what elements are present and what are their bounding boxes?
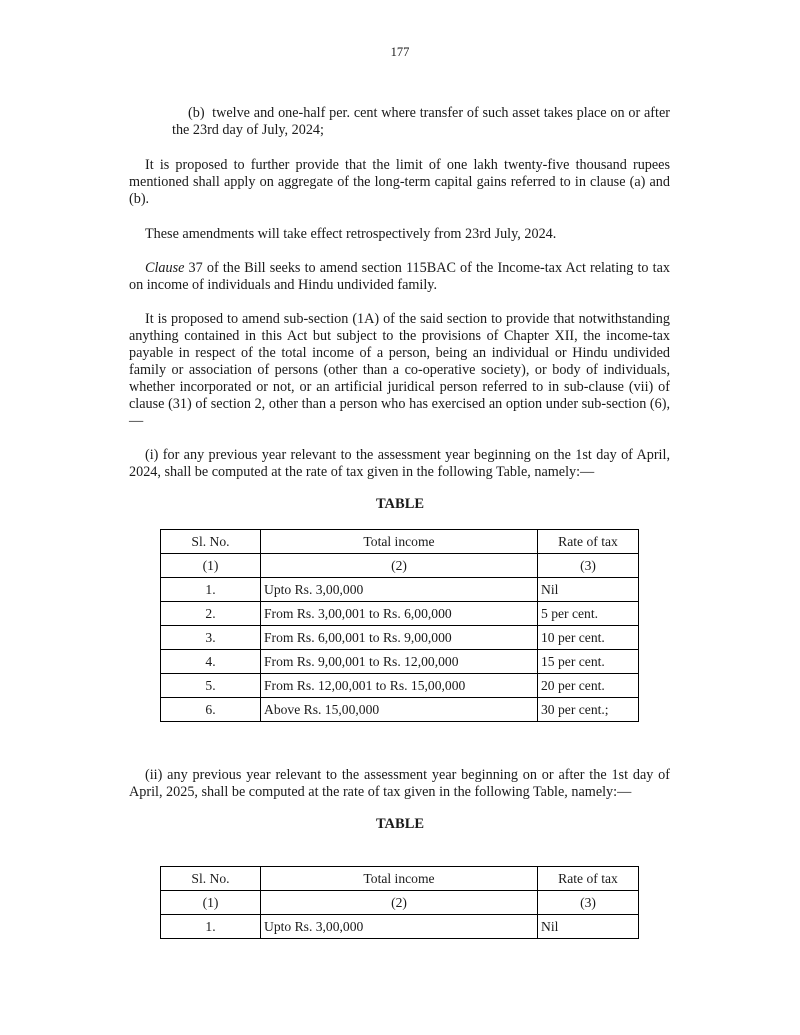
table-row <box>161 698 639 722</box>
table-row <box>161 650 639 674</box>
sl-no-cell: 1. <box>161 915 261 939</box>
total-income-cell: Upto Rs. 3,00,000 <box>261 578 538 602</box>
sl-no-cell: 5. <box>161 674 261 698</box>
sl-no-cell: 6. <box>161 698 261 722</box>
sub-section-1a-paragraph: It is proposed to amend sub-section (1A) of the said section to provide that notwithstanding anything contained in this Act but subject to the provisions of Chapter XII, the income-tax payable in respect of the total income of a person, being an individual or Hindu undivided family or association of persons (other than a co-operative society), or body of individuals, whether incorporated or not, or an artificial juridical person referred to in sub-clause (vii) of clause (31) of section 2, other than a person who has exercised an option under sub-section (6),— <box>129 311 670 429</box>
column-number: (2) <box>261 554 538 578</box>
table-header-row <box>161 530 639 554</box>
rate-of-tax-header: Rate of tax <box>538 867 639 891</box>
table-row <box>161 915 639 939</box>
rate-of-tax-cell: 30 per cent.; <box>538 698 639 722</box>
clause-b-paragraph: (b) twelve and one-half per. cent where transfer of such asset takes place on or after the 23rd day of July, 2024; <box>172 105 670 138</box>
table-row <box>161 626 639 650</box>
sl-no-cell: 1. <box>161 578 261 602</box>
total-income-header: Total income <box>261 530 538 554</box>
column-number: (1) <box>161 554 261 578</box>
total-income-header: Total income <box>261 867 538 891</box>
effect-paragraph: These amendments will take effect retrospectively from 23rd July, 2024. <box>145 226 557 242</box>
rate-of-tax-cell: 10 per cent. <box>538 626 639 650</box>
rate-of-tax-header: Rate of tax <box>538 530 639 554</box>
sl-no-cell: 2. <box>161 602 261 626</box>
total-income-cell: Above Rs. 15,00,000 <box>261 698 538 722</box>
tax-table-2 <box>160 866 639 939</box>
table-header-row <box>161 867 639 891</box>
total-income-cell: From Rs. 9,00,001 to Rs. 12,00,000 <box>261 650 538 674</box>
table-1-title: TABLE <box>375 496 425 512</box>
column-number-row <box>161 554 639 578</box>
rate-of-tax-cell: Nil <box>538 915 639 939</box>
sl-no-cell: 4. <box>161 650 261 674</box>
rate-of-tax-cell: 20 per cent. <box>538 674 639 698</box>
total-income-cell: From Rs. 3,00,001 to Rs. 6,00,000 <box>261 602 538 626</box>
total-income-cell: From Rs. 6,00,001 to Rs. 9,00,000 <box>261 626 538 650</box>
rate-of-tax-cell: Nil <box>538 578 639 602</box>
total-income-cell: Upto Rs. 3,00,000 <box>261 915 538 939</box>
table-2-title: TABLE <box>375 816 425 832</box>
sl-no-header: Sl. No. <box>161 530 261 554</box>
table-row <box>161 578 639 602</box>
column-number: (1) <box>161 891 261 915</box>
table-row <box>161 602 639 626</box>
rate-of-tax-cell: 5 per cent. <box>538 602 639 626</box>
sl-no-cell: 3. <box>161 626 261 650</box>
clause-ii-paragraph: (ii) any previous year relevant to the assessment year beginning on or after the 1st day of April, 2025, shall be computed at the rate of tax given in the following Table, namely:— <box>129 767 670 800</box>
tax-table-1 <box>160 529 639 722</box>
table-row <box>161 674 639 698</box>
limit-paragraph: It is proposed to further provide that the limit of one lakh twenty-five thousand rupees mentioned shall apply on aggregate of the long-term capital gains referred to in clause (a) and (b). <box>129 157 670 207</box>
clause-italic: Clause <box>145 260 185 276</box>
page-number: 177 <box>390 45 410 59</box>
rate-of-tax-cell: 15 per cent. <box>538 650 639 674</box>
total-income-cell: From Rs. 12,00,001 to Rs. 15,00,000 <box>261 674 538 698</box>
clause-i-paragraph: (i) for any previous year relevant to the assessment year beginning on the 1st day of April, 2024, shall be computed at the rate of tax given in the following Table, namely:— <box>129 447 670 480</box>
column-number: (3) <box>538 554 639 578</box>
column-number: (3) <box>538 891 639 915</box>
column-number: (2) <box>261 891 538 915</box>
clause-37-paragraph <box>129 260 670 294</box>
clause-37-text: 37 of the Bill seeks to amend section 115BAC of the Income-tax Act relating to tax on income of individuals and Hindu undivided family. <box>129 260 670 293</box>
column-number-row <box>161 891 639 915</box>
sl-no-header: Sl. No. <box>161 867 261 891</box>
